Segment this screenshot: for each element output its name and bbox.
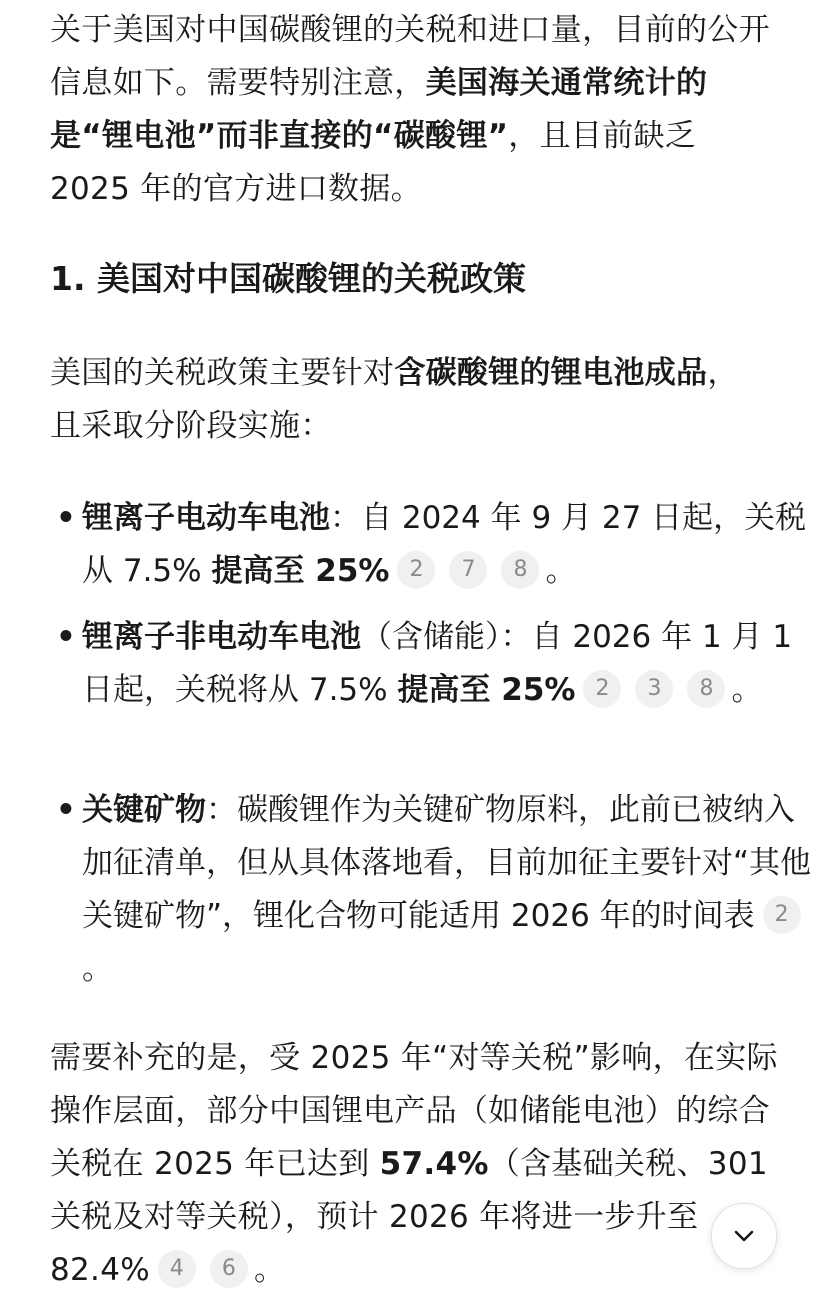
citation-badge[interactable]: 8 xyxy=(687,670,725,708)
list-item xyxy=(50,611,812,717)
citation-badge[interactable]: 6 xyxy=(210,1250,248,1288)
supplement-text-mid: （含基础关税、301 关税及对等关税），预计 2026 年将进一步升至 82.4% xyxy=(50,1146,768,1288)
list-item-end: 。 xyxy=(82,951,113,987)
chevron-down-icon xyxy=(730,1222,758,1250)
list-item-text: ：碳酸锂作为关键矿物原料，此前已被纳入加征清单，但从具体落地看，目前加征主要针对“其他关键矿物”，锂化合物可能适用 2026 年的时间表 xyxy=(82,792,812,934)
citation-badge[interactable]: 2 xyxy=(763,896,801,934)
intro-text-end: ，且目前缺乏 2025 年的官方进口数据。 xyxy=(50,118,697,207)
citation-badge[interactable]: 2 xyxy=(397,551,435,589)
list-item xyxy=(50,492,812,598)
list-item-end: 。 xyxy=(545,553,577,589)
citation-badge[interactable]: 3 xyxy=(635,670,673,708)
list-item-label: 锂离子电动车电池 xyxy=(82,500,330,536)
policy-intro-text-end: ，且采取分阶段实施： xyxy=(50,355,739,444)
policy-intro-emphasis: 含碳酸锂的锂电池成品 xyxy=(394,355,708,391)
citation-badge[interactable]: 4 xyxy=(158,1250,196,1288)
supplement-paragraph xyxy=(50,1032,780,1297)
list-item-label: 关键矿物 xyxy=(82,792,206,828)
list-item-end: 。 xyxy=(731,672,763,708)
citation-badge[interactable]: 8 xyxy=(501,551,539,589)
supplement-emphasis: 57.4% xyxy=(379,1146,489,1182)
intro-paragraph xyxy=(50,4,780,216)
supplement-end: 。 xyxy=(253,1252,286,1288)
bullet: • xyxy=(56,500,76,536)
citation-badge[interactable]: 7 xyxy=(449,551,487,589)
section-heading: 1. 美国对中国碳酸锂的关税政策 xyxy=(50,259,526,298)
supplement-text: 需要补充的是，受 2025 年“对等关税”影响，在实际操作层面，部分中国锂电产品（如储能电池）的综合关税在 2025 年已达到 xyxy=(50,1040,778,1182)
list-item-text: ：自 2024 年 9 月 27 日起，关税从 7.5% xyxy=(82,500,807,589)
bullet: • xyxy=(56,792,76,828)
list-item-label: 锂离子非电动车电池 xyxy=(82,619,361,655)
citation-badge[interactable]: 2 xyxy=(583,670,621,708)
policy-intro-paragraph xyxy=(50,347,750,453)
list-item-text: （含储能）：自 2026 年 1 月 1 日起，关税将从 7.5% xyxy=(82,619,793,708)
scroll-to-bottom-button[interactable] xyxy=(711,1203,777,1269)
intro-text: 关于美国对中国碳酸锂的关税和进口量，目前的公开信息如下。需要特别注意， xyxy=(50,12,770,101)
bullet: • xyxy=(56,619,76,655)
policy-intro-text: 美国的关税政策主要针对 xyxy=(50,355,395,391)
list-item xyxy=(50,784,812,996)
intro-emphasis: 美国海关通常统计的是“锂电池”而非直接的“碳酸锂” xyxy=(50,65,708,154)
list-item-emphasis: 提高至 25% xyxy=(211,553,390,589)
list-item-emphasis: 提高至 25% xyxy=(397,672,576,708)
